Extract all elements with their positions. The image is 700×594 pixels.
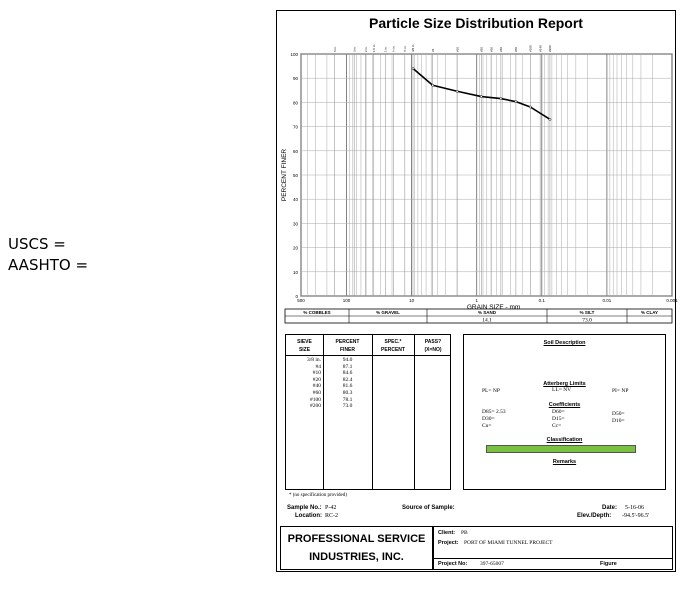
finer-cell: 73.0 bbox=[342, 403, 353, 410]
sieve-mark-label: #4 bbox=[430, 48, 435, 52]
date-value: 5-16-06 bbox=[625, 505, 644, 511]
location-label: Location: bbox=[295, 513, 322, 519]
y-axis-label: PERCENT FINER bbox=[281, 148, 288, 202]
pass-header: PASS? bbox=[424, 339, 442, 345]
sieve-mark-label: #140 bbox=[538, 45, 543, 52]
data-point bbox=[412, 67, 414, 69]
d60-value: D60= bbox=[552, 409, 565, 415]
aashto-label: AASHTO = bbox=[8, 256, 89, 274]
soil-description-box bbox=[463, 334, 666, 490]
size-cell: 3/8 in. bbox=[306, 357, 321, 363]
grain-size-chart bbox=[277, 11, 678, 341]
data-point bbox=[456, 90, 458, 92]
grain-table-header: % COBBLES bbox=[303, 310, 331, 316]
report-title: Particle Size Distribution Report bbox=[369, 15, 583, 31]
x-tick-label: 1 bbox=[475, 298, 478, 303]
y-tick-label: 20 bbox=[292, 245, 298, 251]
cu-value: Cu= bbox=[482, 423, 492, 429]
project-label: Project: bbox=[438, 540, 459, 546]
client-label: Client: bbox=[438, 530, 456, 536]
sample-no-label: Sample No.: bbox=[287, 505, 322, 511]
sieve-mark-label: ½ in. bbox=[403, 45, 408, 52]
size-cell: #60 bbox=[312, 389, 321, 396]
sieve-mark-label: 1½ in. bbox=[371, 43, 376, 52]
y-tick-label: 40 bbox=[292, 197, 298, 203]
spec-footnote: * (no specification provided) bbox=[289, 493, 347, 498]
percent-header: PERCENT bbox=[335, 339, 360, 345]
y-tick-label: 60 bbox=[292, 148, 298, 154]
d15-value: D15= bbox=[552, 416, 565, 422]
elev-label: Elev./Depth: bbox=[577, 513, 612, 519]
x-tick-label: 0.1 bbox=[538, 298, 545, 303]
data-point bbox=[500, 97, 502, 99]
data-point bbox=[529, 106, 531, 108]
liquid-limit: LL= NV bbox=[552, 387, 572, 393]
y-tick-label: 80 bbox=[292, 100, 298, 106]
sieve-mark-label: 6 in. bbox=[332, 46, 337, 52]
sieve-mark-label: 2 in. bbox=[363, 46, 368, 52]
project-no-label: Project No: bbox=[438, 561, 468, 567]
spec-header: SPEC.* bbox=[384, 339, 402, 345]
sieve-mark-label: #10 bbox=[455, 46, 460, 52]
grain-table-value: 73.0 bbox=[582, 317, 592, 324]
sieve-header: SIEVE bbox=[297, 339, 312, 345]
y-tick-label: 50 bbox=[292, 173, 298, 178]
data-point bbox=[515, 101, 517, 103]
sieve-mark-label: 3 in. bbox=[352, 46, 357, 52]
sieve-mark-label: #40 bbox=[499, 46, 504, 52]
size-header: SIZE bbox=[298, 347, 311, 353]
d10-value: D10= bbox=[612, 418, 625, 424]
plastic-limit: PL= NP bbox=[482, 388, 500, 394]
size-cell: #200 bbox=[310, 403, 321, 410]
sieve-mark-label: #60 bbox=[514, 46, 519, 52]
finer-cell: 78.1 bbox=[342, 396, 353, 403]
figure-label: Figure bbox=[600, 561, 617, 567]
plasticity-index: PI= NP bbox=[612, 388, 629, 394]
x-tick-label: 0.01 bbox=[602, 298, 612, 303]
coefficients-title: Coefficients bbox=[548, 402, 581, 408]
grain-table-header: % CLAY bbox=[640, 310, 659, 316]
classification-bar bbox=[486, 445, 636, 453]
x-tick-label: 0.001 bbox=[666, 298, 678, 303]
company-box bbox=[280, 526, 433, 570]
size-cell: #20 bbox=[312, 376, 321, 383]
sieve-mark-label: ¾ in. bbox=[391, 45, 396, 52]
d50-value: D50= bbox=[612, 411, 625, 417]
sieve-mark-label: #100 bbox=[528, 45, 533, 52]
x-axis-label: GRAIN SIZE - mm bbox=[466, 304, 521, 311]
x-tick-label: 10 bbox=[409, 298, 415, 303]
d85-value: D85= 2.53 bbox=[482, 409, 506, 415]
project-value: PORT OF MIAMI TUNNEL PROJECT bbox=[464, 540, 553, 546]
grain-table-header: % GRAVEL bbox=[376, 310, 400, 316]
data-point bbox=[432, 84, 434, 86]
grain-table-value: 14.1 bbox=[482, 317, 492, 324]
y-tick-label: 0 bbox=[295, 294, 298, 299]
sieve-mark-label: #20 bbox=[479, 46, 484, 52]
sieve-mark-label: 1 in. bbox=[383, 46, 388, 52]
size-cell: #40 bbox=[312, 383, 321, 390]
source-label: Source of Sample: bbox=[402, 505, 455, 511]
sieve-mark-label: #200 bbox=[548, 45, 553, 52]
pass-sub-header: (X=NO) bbox=[424, 347, 442, 353]
grain-table-header: % SAND bbox=[477, 310, 497, 316]
project-no-value: 397-65007 bbox=[480, 561, 504, 567]
finer-cell: 82.4 bbox=[342, 376, 353, 383]
y-tick-label: 100 bbox=[290, 52, 298, 57]
x-tick-label: 500 bbox=[297, 298, 305, 303]
finer-cell: 80.3 bbox=[342, 389, 353, 396]
y-tick-label: 70 bbox=[292, 124, 298, 130]
classification-title: Classification bbox=[546, 437, 583, 443]
uscs-label: USCS = bbox=[8, 235, 66, 253]
size-column bbox=[288, 357, 321, 410]
sieve-table bbox=[285, 334, 451, 490]
particle-size-report bbox=[276, 10, 676, 572]
d30-value: D30= bbox=[482, 416, 495, 422]
y-tick-label: 30 bbox=[292, 221, 298, 227]
atterberg-title: Atterberg Limits bbox=[543, 381, 586, 387]
finer-header: FINER bbox=[340, 347, 355, 353]
soil-description-title: Soil Description bbox=[543, 340, 586, 346]
data-point bbox=[549, 118, 551, 120]
remarks-title: Remarks bbox=[552, 459, 577, 465]
finer-cell: 87.1 bbox=[342, 363, 353, 370]
company-name-line2: INDUSTRIES, INC. bbox=[309, 551, 404, 563]
date-label: Date: bbox=[602, 505, 618, 511]
company-name-line1: PROFESSIONAL SERVICE bbox=[287, 533, 426, 545]
y-tick-label: 10 bbox=[292, 269, 298, 275]
y-tick-label: 90 bbox=[292, 76, 298, 82]
sieve-mark-label: 3/8 in. bbox=[411, 43, 416, 52]
cc-value: Cc= bbox=[552, 423, 562, 429]
finer-column bbox=[323, 357, 372, 410]
finer-cell: 81.6 bbox=[342, 383, 353, 390]
sieve-mark-label: #30 bbox=[489, 46, 494, 52]
size-cell: #4 bbox=[315, 363, 321, 370]
x-tick-label: 100 bbox=[342, 298, 351, 303]
grain-table-header: % SILT bbox=[579, 310, 595, 316]
spec-percent-header: PERCENT bbox=[381, 347, 405, 353]
elev-value: -94.5'-96.5' bbox=[622, 513, 650, 519]
data-point bbox=[480, 95, 482, 97]
project-box bbox=[433, 526, 673, 570]
finer-cell: 84.6 bbox=[342, 370, 353, 377]
finer-cell: 94.0 bbox=[342, 357, 353, 363]
client-value: PB bbox=[461, 530, 468, 536]
size-cell: #100 bbox=[310, 396, 321, 403]
location-value: RC-2 bbox=[325, 513, 339, 519]
size-cell: #10 bbox=[312, 370, 321, 377]
sample-no-value: P-42 bbox=[325, 505, 337, 511]
